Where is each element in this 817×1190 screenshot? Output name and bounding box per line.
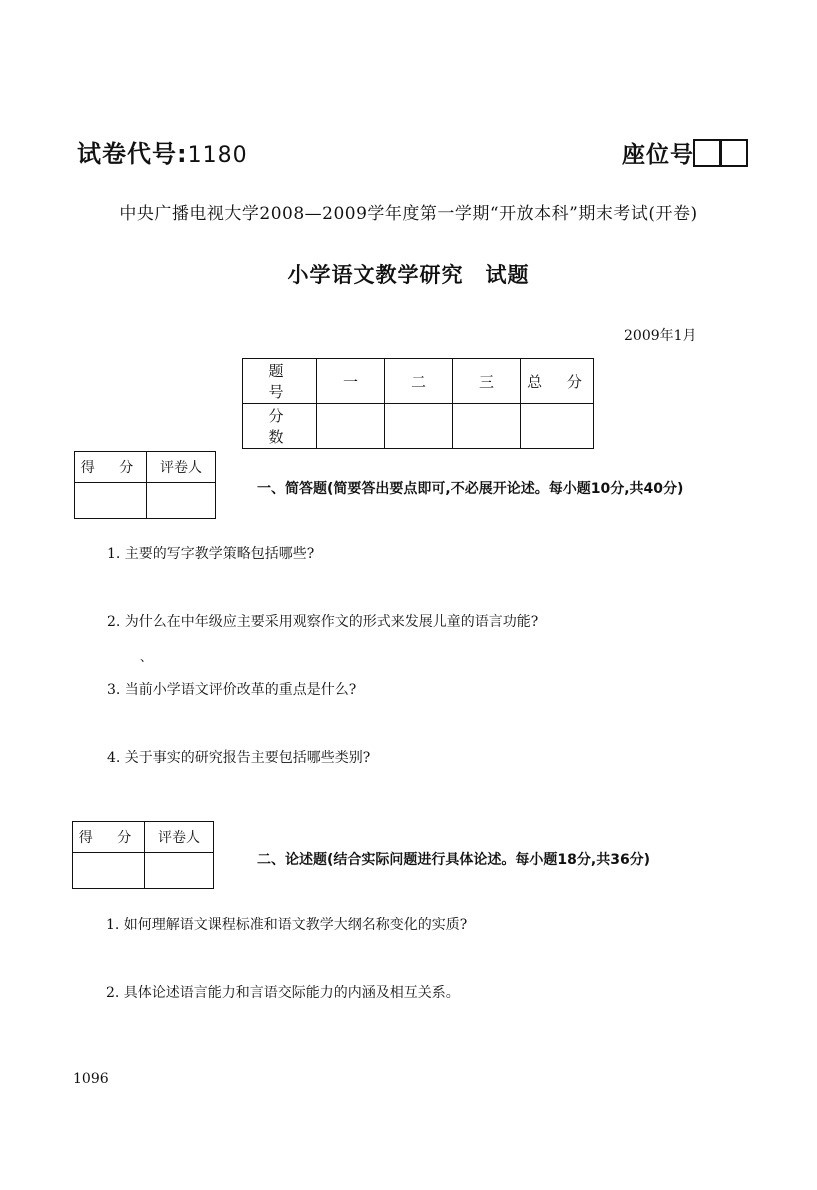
score-table bbox=[242, 358, 594, 449]
grader-box-grader-cell[interactable] bbox=[145, 853, 214, 889]
grader-box-grader-label: 评卷人 bbox=[147, 452, 216, 483]
exam-date: 2009年1月 bbox=[624, 328, 697, 344]
grader-box-grader-label: 评卷人 bbox=[145, 822, 214, 853]
exam-title bbox=[0, 259, 817, 289]
grader-box-score-cell[interactable] bbox=[75, 483, 147, 519]
score-table-header-row bbox=[243, 359, 594, 404]
grader-box-section2 bbox=[72, 821, 214, 889]
exam-code-label: 试卷代号: bbox=[77, 140, 188, 168]
score-table-header-cell: 三 bbox=[453, 359, 521, 404]
score-table-score-cell[interactable] bbox=[521, 404, 594, 449]
exam-code-value: 1180 bbox=[187, 143, 248, 168]
section1-question: 1. 主要的写字教学策略包括哪些? bbox=[107, 546, 315, 562]
stray-mark: 、 bbox=[140, 650, 153, 664]
seat-number-box[interactable] bbox=[720, 139, 748, 167]
grader-box-score-label: 得 分 bbox=[73, 822, 145, 853]
section1-question: 4. 关于事实的研究报告主要包括哪些类别? bbox=[107, 750, 371, 766]
score-table-score-cell[interactable] bbox=[385, 404, 453, 449]
score-table-header-cell: 二 bbox=[385, 359, 453, 404]
grader-box-grader-cell[interactable] bbox=[147, 483, 216, 519]
score-table-score-row bbox=[243, 404, 594, 449]
seat-number-label: 座位号 bbox=[622, 142, 694, 168]
seat-number-box[interactable] bbox=[693, 139, 721, 167]
grader-box-section1 bbox=[74, 451, 216, 519]
section1-title: 一、简答题(简要答出要点即可,不必展开论述。每小题10分,共40分) bbox=[257, 481, 684, 497]
exam-code bbox=[77, 134, 248, 169]
score-table-header-total: 总 分 bbox=[521, 359, 594, 404]
exam-subtitle: 中央广播电视大学2008—2009学年度第一学期“开放本科”期末考试(开卷) bbox=[119, 204, 698, 224]
score-table-score-label: 分 数 bbox=[243, 404, 317, 449]
score-table-header-label: 题 号 bbox=[243, 359, 317, 404]
section2-question: 2. 具体论述语言能力和言语交际能力的内涵及相互关系。 bbox=[106, 985, 460, 1001]
score-table-score-cell[interactable] bbox=[453, 404, 521, 449]
score-table-score-cell[interactable] bbox=[317, 404, 385, 449]
section2-title: 二、论述题(结合实际问题进行具体论述。每小题18分,共36分) bbox=[257, 852, 651, 868]
score-table-header-cell: 一 bbox=[317, 359, 385, 404]
section2-question: 1. 如何理解语文课程标准和语文教学大纲名称变化的实质? bbox=[106, 917, 468, 933]
section1-question: 3. 当前小学语文评价改革的重点是什么? bbox=[107, 682, 357, 698]
page-number: 1096 bbox=[73, 1071, 109, 1087]
grader-box-score-label: 得 分 bbox=[75, 452, 147, 483]
exam-title-main: 小学语文教学研究 bbox=[287, 263, 464, 287]
seat-number bbox=[622, 136, 748, 169]
section1-question: 2. 为什么在中年级应主要采用观察作文的形式来发展儿童的语言功能? bbox=[107, 614, 539, 630]
grader-box-score-cell[interactable] bbox=[73, 853, 145, 889]
exam-title-suffix: 试题 bbox=[485, 263, 530, 287]
